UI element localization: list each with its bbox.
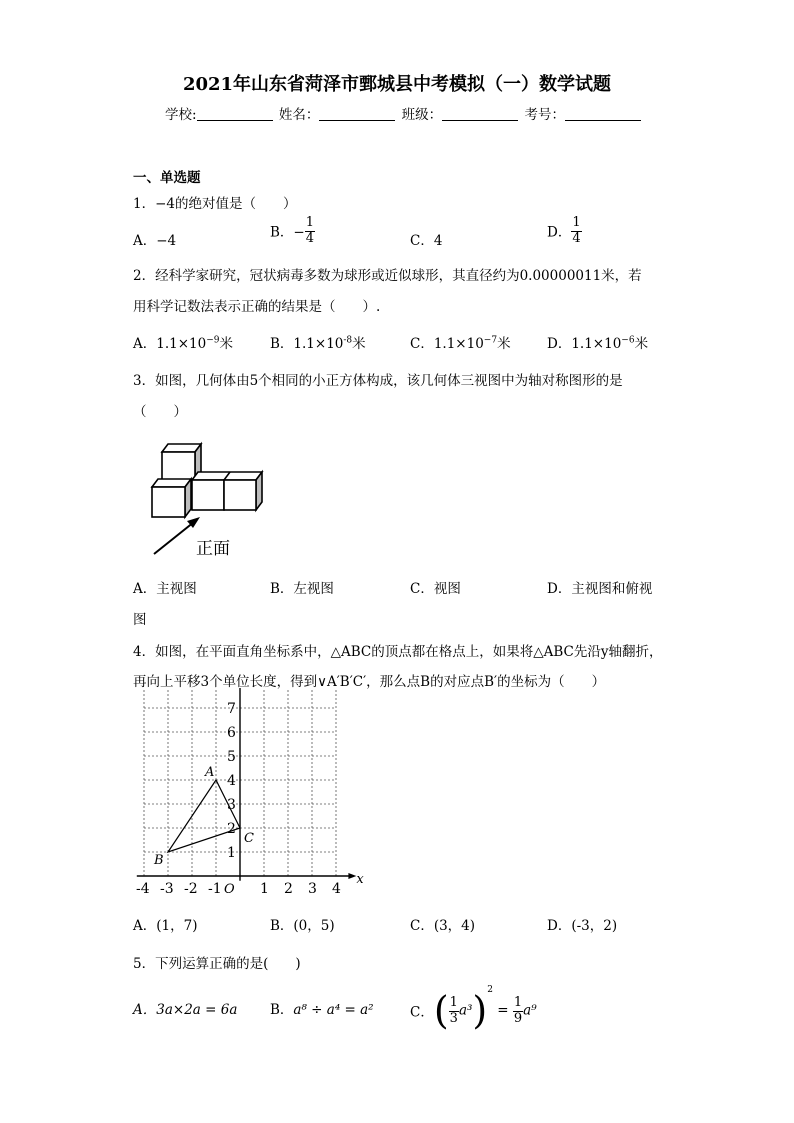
x-tick-label: -2 <box>184 881 198 897</box>
q2-a-unit: 米 <box>219 336 233 352</box>
q2-option-c <box>410 332 511 352</box>
x-axis-arrow <box>348 873 356 879</box>
q2-c-unit: 米 <box>497 336 511 352</box>
q1-b-fraction <box>305 216 315 245</box>
name-label: 姓名： <box>278 107 320 123</box>
q2-c-exp: −7 <box>483 335 498 346</box>
q2-d-exp: −6 <box>621 335 635 346</box>
q4-option-b: B．(0，5) <box>270 918 335 934</box>
class-blank <box>442 106 518 121</box>
origin-label: O <box>224 882 235 897</box>
x-tick-label: -1 <box>208 881 222 897</box>
y-tick-label: 7 <box>227 701 236 717</box>
q2-a-base: A．1.1×10 <box>133 336 207 352</box>
x-axis-label: x <box>356 872 364 887</box>
q4-line2: 再向上平移3个单位长度，得到∨A′B′C′，那么点B的对应点B′的坐标为（ ） <box>133 674 606 690</box>
q5-c-left-paren: ( <box>433 988 449 1033</box>
x-tick-label: 4 <box>332 881 341 897</box>
q2-line2: 用科学记数法表示正确的结果是（ ）. <box>133 299 381 315</box>
q1-option-b <box>270 216 315 245</box>
q5-c-outer-exp: 2 <box>487 985 493 995</box>
school-blank <box>197 106 273 121</box>
q5-option-b <box>270 998 374 1018</box>
coordinate-graph <box>130 688 370 903</box>
q1-d-numerator: 1 <box>572 215 581 230</box>
q5-c-den: 3 <box>449 1011 458 1026</box>
q5-b-expression: a⁸ ÷ a⁴ = a² <box>293 1002 374 1018</box>
page-title: 2021年山东省菏泽市鄄城县中考模拟（一）数学试题 <box>182 74 612 95</box>
q1-d-fraction <box>571 216 581 245</box>
q5-c-equals: = <box>492 1002 513 1019</box>
exam-no-label: 考号： <box>524 107 565 123</box>
x-tick-label: 1 <box>260 881 269 897</box>
q2-option-b <box>270 332 366 352</box>
q2-b-unit: 米 <box>352 336 366 352</box>
section-title: 一、单选题 <box>133 170 201 186</box>
point-label-c: C <box>244 831 254 846</box>
q5-c-inner-fraction <box>449 996 459 1025</box>
q1-option-a: A．−4 <box>133 233 177 249</box>
cube-mid-front <box>192 480 224 510</box>
school-label: 学校: <box>165 107 197 123</box>
point-label-a: A <box>205 765 215 780</box>
q3-option-a: A．主视图 <box>133 581 197 597</box>
q3-line1: 3．如图，几何体由5个相同的小正方体构成，该几何体三视图中为轴对称图形的是 <box>133 373 623 389</box>
q1-option-c: C．4 <box>410 233 443 249</box>
q1-b-numerator: 1 <box>305 215 315 230</box>
q2-a-exp: −9 <box>206 335 220 346</box>
q5-c-var: a³ <box>458 1002 473 1019</box>
q5-c-rhs-num: 1 <box>513 995 523 1010</box>
q2-option-a <box>133 332 233 352</box>
cube-row-side <box>256 472 262 510</box>
q1-d-prefix: D． <box>547 224 572 241</box>
q5-c-rhs-den: 9 <box>513 1011 523 1026</box>
cube-top-front <box>162 452 195 482</box>
name-blank <box>319 106 395 121</box>
q2-c-base: C．1.1×10 <box>410 336 484 352</box>
q5-c-prefix: C． <box>410 1004 434 1021</box>
q5-stem: 5．下列运算正确的是( ) <box>133 956 301 972</box>
front-view-label: 正面 <box>196 539 230 558</box>
view-arrow <box>154 522 194 554</box>
q1-d-denominator: 4 <box>572 231 581 246</box>
q1-b-denominator: 4 <box>305 231 315 246</box>
x-tick-label: -4 <box>136 881 150 897</box>
cube-figure <box>140 432 280 562</box>
q5-c-rhs-fraction <box>513 996 523 1025</box>
triangle-abc <box>168 780 240 852</box>
point-label-b: B <box>154 853 164 868</box>
exam-no-blank <box>565 106 641 121</box>
q2-b-base: B．1.1×10 <box>270 336 344 352</box>
q1-option-d <box>547 216 582 245</box>
x-tick-label: -3 <box>160 881 174 897</box>
q4-option-a: A．(1，7) <box>133 918 198 934</box>
q2-b-exp: -8 <box>343 335 353 346</box>
cube-right-front <box>224 480 256 510</box>
q3-line2: （ ） <box>133 404 187 420</box>
y-tick-label: 3 <box>227 797 236 813</box>
y-tick-label: 2 <box>227 821 236 837</box>
q3-option-b: B．左视图 <box>270 581 334 597</box>
q4-option-c: C．(3，4) <box>410 918 476 934</box>
q5-c-num: 1 <box>449 995 458 1010</box>
q3-option-d: D．主视图和俯视 <box>547 581 653 597</box>
q5-b-prefix: B． <box>270 1002 294 1018</box>
q5-option-c <box>410 985 537 1033</box>
q4-line1: 4．如图，在平面直角坐标系中，△ABC的顶点都在格点上，如果将△ABC先沿y轴翻折， <box>133 644 663 660</box>
q3-option-d-cont: 图 <box>133 612 147 628</box>
y-tick-label: 6 <box>227 725 236 741</box>
cube-left-front <box>152 487 185 517</box>
q1-stem: 1．−4的绝对值是（ ） <box>133 196 297 212</box>
cube-left-side <box>185 479 191 517</box>
q5-c-right-paren: ) <box>472 988 488 1033</box>
x-tick-label: 2 <box>284 881 293 897</box>
q3-option-c: C．视图 <box>410 581 461 597</box>
q5-c-rhs-var: a⁹ <box>523 1002 537 1019</box>
y-tick-label: 1 <box>227 845 236 861</box>
x-tick-label: 3 <box>308 881 317 897</box>
class-label: 班级： <box>401 107 443 123</box>
y-tick-label: 5 <box>227 749 236 765</box>
q5-option-a: A．3a×2a = 6a <box>133 1002 238 1018</box>
q2-line1: 2．经科学家研究，冠状病毒多数为球形或近似球形，其直径约为0.00000011米，若 <box>133 268 642 284</box>
q4-option-d: D．(-3，2) <box>547 918 618 934</box>
q1-b-prefix: B．− <box>270 224 305 241</box>
q2-d-unit: 米 <box>634 336 649 352</box>
q2-d-base: D．1.1×10 <box>547 336 622 352</box>
q2-option-d <box>547 332 648 352</box>
y-tick-label: 4 <box>227 773 236 789</box>
student-info-line <box>165 103 643 123</box>
